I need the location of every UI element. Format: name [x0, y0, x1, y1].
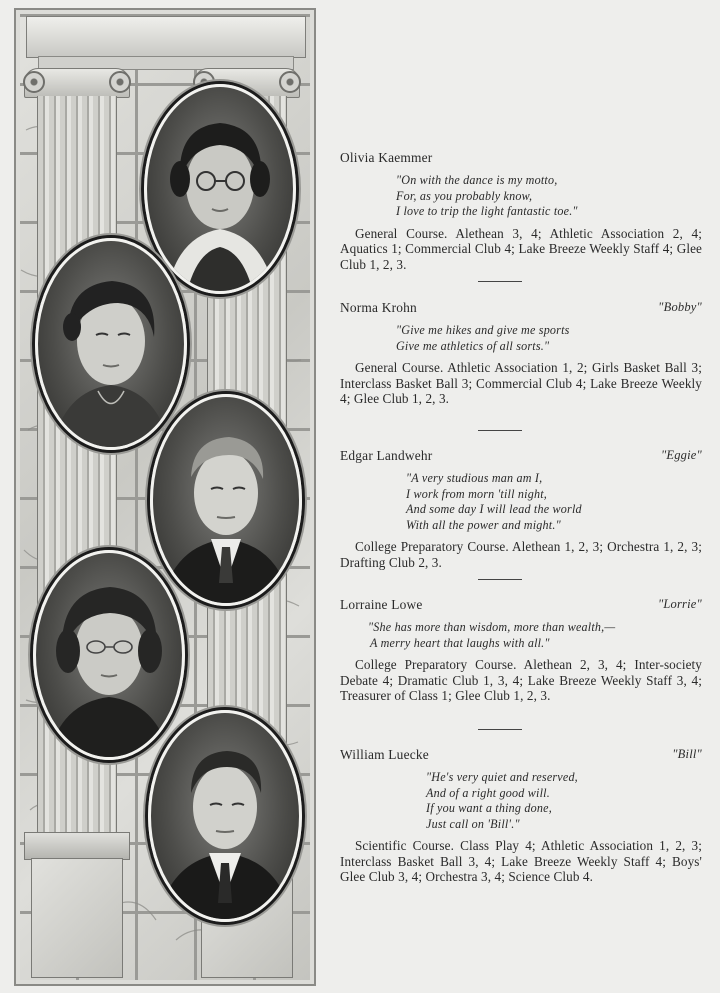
column-base-left	[24, 832, 130, 860]
student-name: Lorraine Lowe	[340, 597, 423, 612]
divider-rule	[478, 579, 522, 580]
student-name: Norma Krohn	[340, 300, 417, 315]
quote-line: I work from morn 'till night,	[406, 486, 547, 501]
senior-entry-olivia-kaemmer	[340, 150, 702, 272]
cornice	[26, 16, 306, 58]
quote-line: A merry heart that laughs with all."	[370, 635, 550, 650]
volute-scroll	[279, 71, 301, 93]
student-nickname: "Bobby"	[658, 300, 702, 314]
quote-line: "Give me hikes and give me sports	[396, 323, 570, 337]
name-row	[340, 300, 702, 318]
quote-line: Give me athletics of all sorts."	[396, 338, 550, 353]
senior-entry-norma-krohn	[340, 300, 702, 407]
student-quote	[340, 173, 702, 220]
quote-line: And of a right good will.	[426, 785, 550, 800]
quote-line: "On with the dance is my motto,	[396, 173, 558, 187]
student-activities: College Preparatory Course. Alethean 1, 2, 3; Orchestra 1, 2, 3; Drafting Club 2, 3.	[340, 539, 702, 570]
senior-entry-edgar-landwehr	[340, 448, 702, 570]
divider-rule	[478, 430, 522, 431]
student-nickname: "Lorrie"	[657, 597, 702, 611]
student-nickname: "Bill"	[672, 747, 702, 761]
name-row	[340, 747, 702, 765]
student-activities: College Preparatory Course. Alethean 2, 3, 4; Inter-society Debate 4; Dramatic Club 1, 3, 4; Lake Breeze Weekly Staff 3, 4; Treasurer of Class 1; Glee Club 1, 2, 3.	[340, 657, 702, 704]
student-activities: General Course. Alethean 3, 4; Athletic Association 2, 4; Aquatics 1; Commercial Club 4; Lake Breeze Weekly Staff 4; Glee Club 1, 2, 3.	[340, 225, 702, 272]
quote-line: With all the power and might."	[406, 517, 561, 532]
quote-line: "A very studious man am I,	[406, 471, 543, 485]
name-row	[340, 597, 702, 615]
column-capital-left	[24, 68, 130, 98]
portrait-edgar-landwehr	[150, 394, 302, 606]
quote-line: "He's very quiet and reserved,	[426, 770, 578, 784]
quote-line: "She has more than wisdom, more than wealth,—	[368, 620, 616, 634]
student-quote	[340, 770, 702, 832]
senior-entry-william-luecke	[340, 747, 702, 885]
quote-line: Just call on 'Bill'."	[426, 816, 520, 831]
portrait-william-luecke	[148, 710, 302, 922]
name-row	[340, 150, 702, 168]
student-nickname: "Eggie"	[660, 448, 702, 462]
portrait-norma-krohn	[35, 238, 187, 450]
student-quote	[340, 620, 702, 651]
student-quote	[340, 323, 702, 354]
volute-scroll	[109, 71, 131, 93]
name-row	[340, 448, 702, 466]
divider-rule	[478, 281, 522, 282]
portrait-lorraine-lowe	[33, 550, 185, 760]
quote-line: If you want a thing done,	[426, 801, 552, 815]
senior-entry-lorraine-lowe	[340, 597, 702, 704]
pedestal-left	[31, 858, 123, 978]
divider-rule	[478, 729, 522, 730]
portrait-olivia-kaemmer	[144, 84, 296, 294]
quote-line: For, as you probably know,	[396, 188, 533, 203]
quote-line: I love to trip the light fantastic toe."	[396, 204, 578, 218]
student-quote	[340, 471, 702, 533]
student-name: Olivia Kaemmer	[340, 150, 433, 165]
student-name: Edgar Landwehr	[340, 448, 433, 463]
quote-line: And some day I will lead the world	[406, 502, 582, 516]
student-activities: General Course. Athletic Association 1, 2; Girls Basket Ball 3; Interclass Basket Ball 3; Commercial Club 4; Lake Breeze Weekly 4; Glee Club 1, 2, 3.	[340, 360, 702, 407]
student-name: William Luecke	[340, 747, 429, 762]
student-activities: Scientific Course. Class Play 4; Athletic Association 1, 2, 3; Interclass Basket Ball 3, 4; Lake Breeze Weekly Staff 4; Boys' Glee Club 3, 4; Orchestra 3, 4; Science Club 4.	[340, 838, 702, 885]
volute-scroll	[23, 71, 45, 93]
